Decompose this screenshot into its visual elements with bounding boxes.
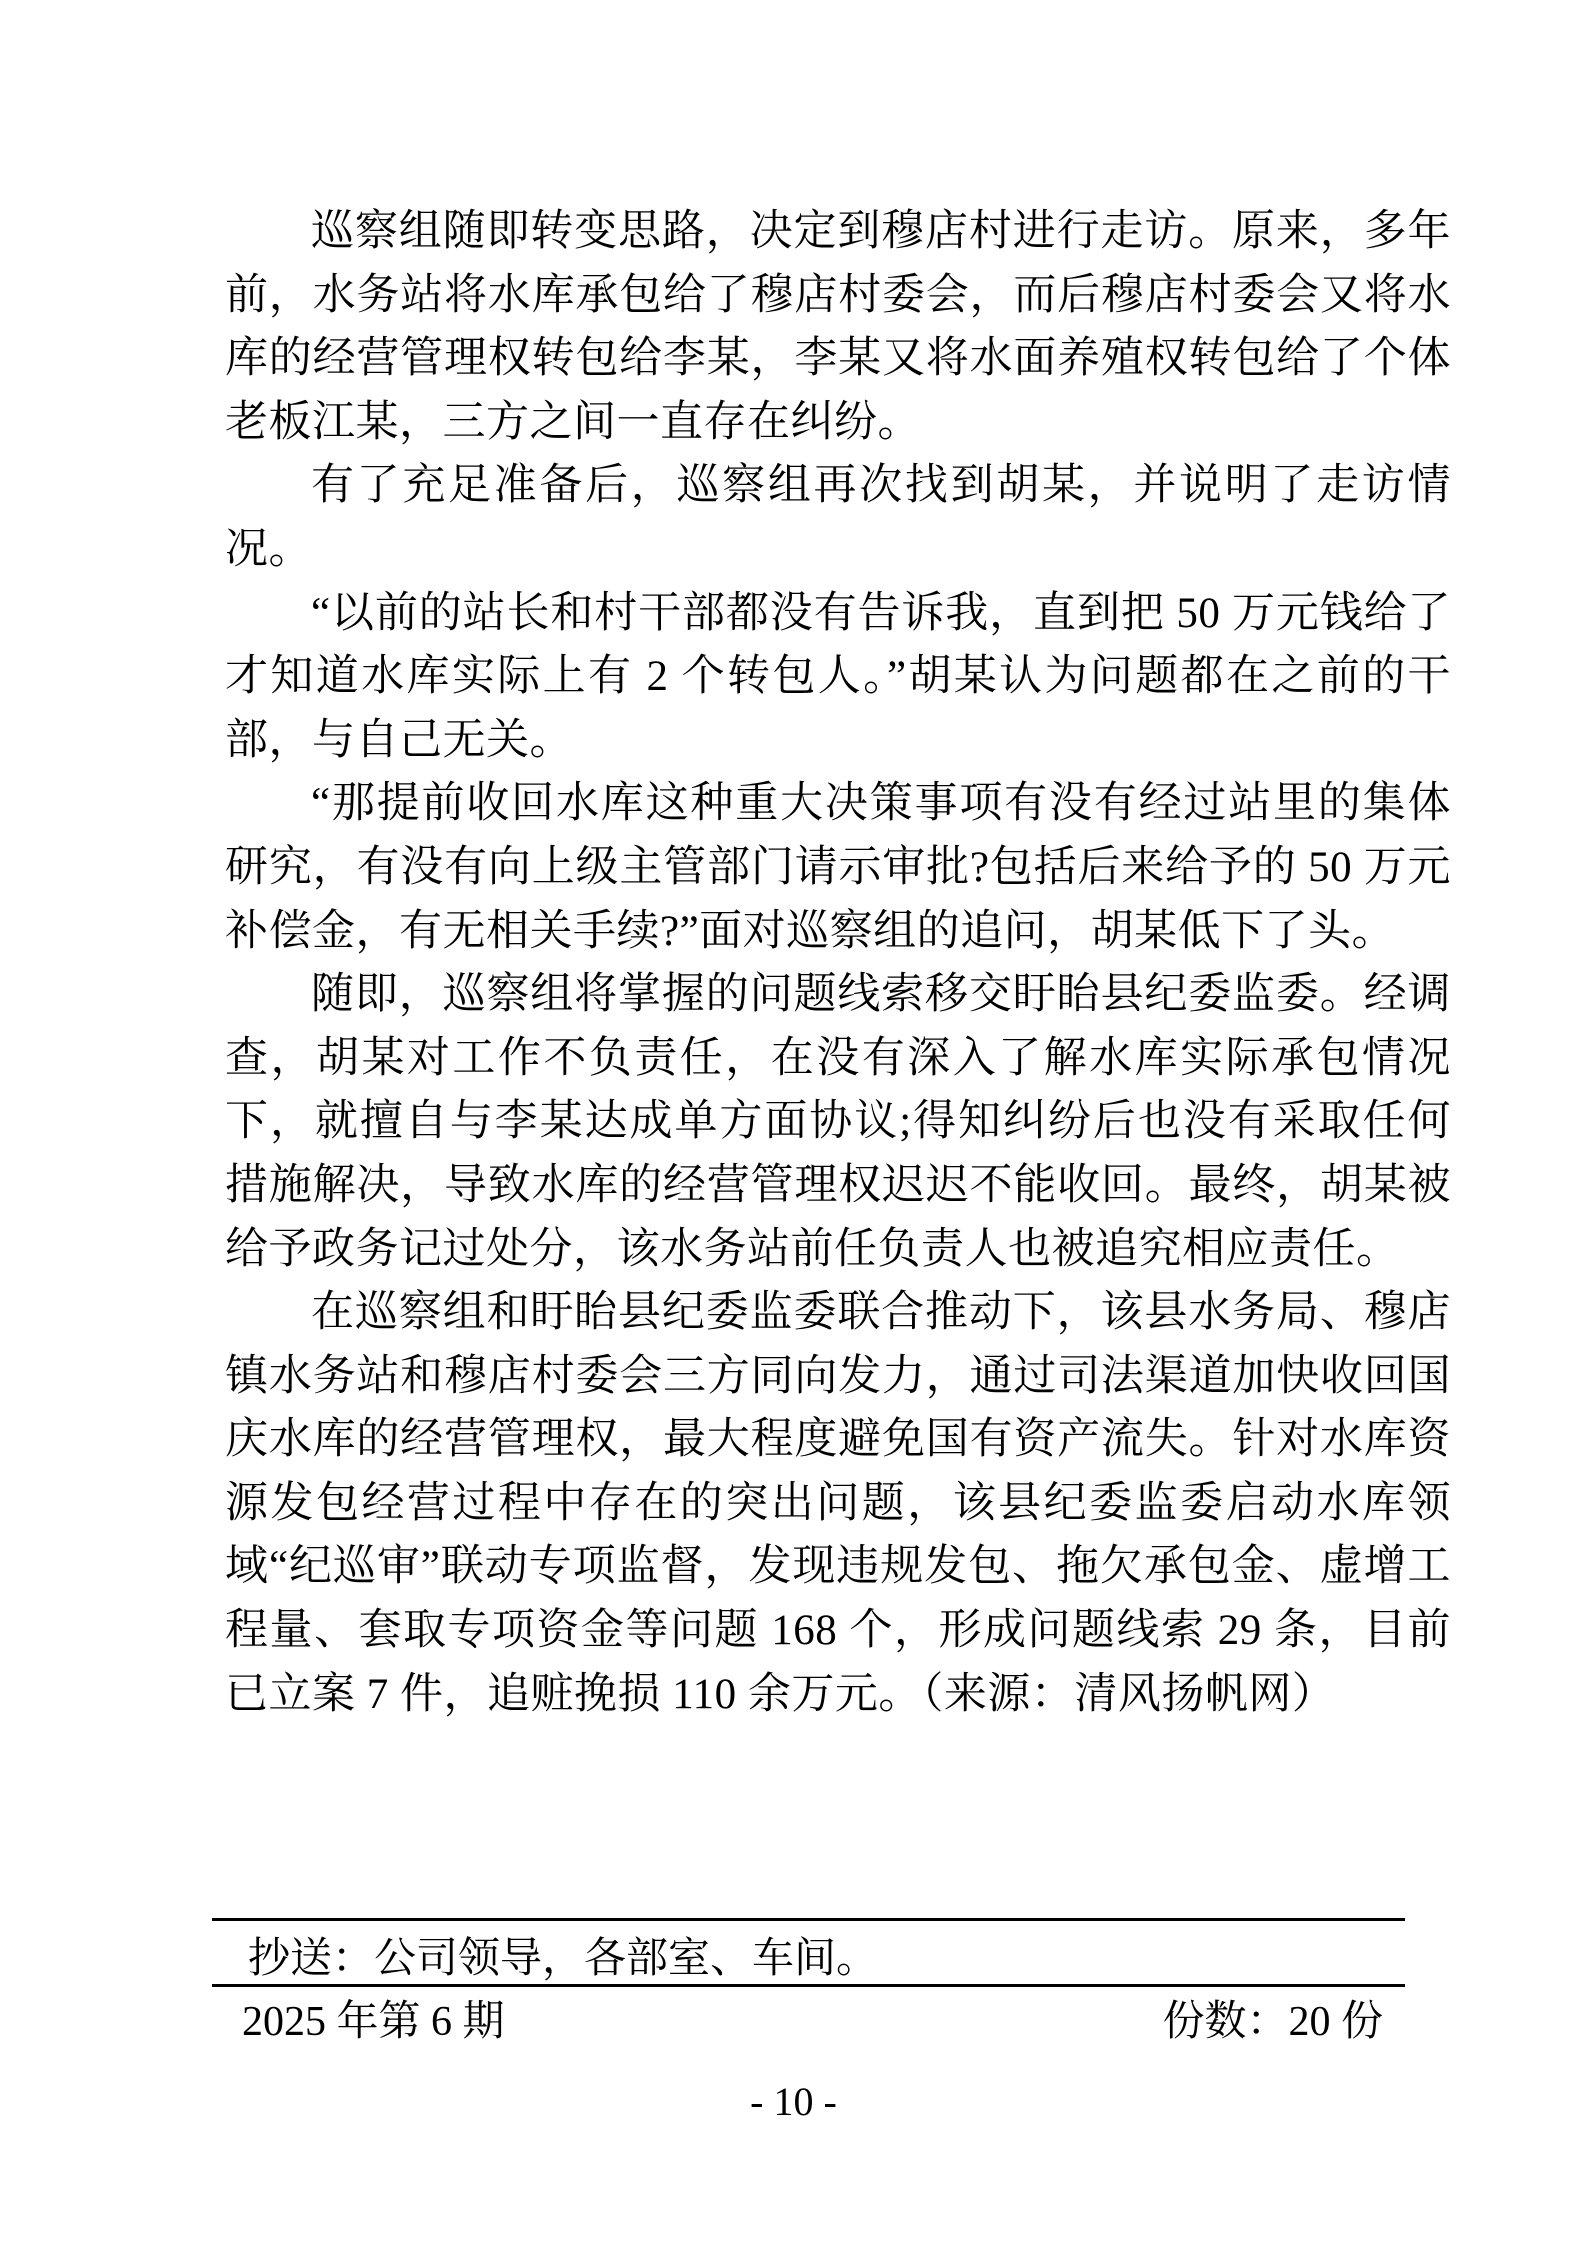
cc-recipients-line: 抄送：公司领导，各部室、车间。: [248, 1936, 879, 1982]
article-paragraph: “那提前收回水库这种重大决策事项有没有经过站里的集体研究，有没有向上级主管部门请示审批?包括后来给予的 50 万元补偿金，有无相关手续?”面对巡察组的追问，胡某低下了头。: [225, 780, 1451, 955]
copies-count: 份数：20 份: [1162, 1999, 1383, 2045]
issue-info-row: [212, 1998, 1405, 2046]
article-paragraph: 在巡察组和盱眙县纪委监委联合推动下，该县水务局、穆店镇水务站和穆店村委会三方同向发力，通过司法渠道加快收回国庆水库的经营管理权，最大程度避免国有资产流失。针对水库资源发包经营过程中存在的突出问题，该县纪委监委启动水库领域“纪巡审”联动专项监督，发现违规发包、拖欠承包金、虚增工程量、套取专项资金等问题 168 个，形成问题线索 29 条，目前已立案 7 件，追赃挽损 110 余万元。（来源：清风扬帆网）: [225, 1289, 1451, 1718]
article-paragraph: 有了充足准备后，巡察组再次找到胡某，并说明了走访情况。: [225, 462, 1451, 573]
article-paragraph: “以前的站长和村干部都没有告诉我，直到把 50 万元钱给了才知道水库实际上有 2 个转包人。”胡某认为问题都在之前的干部，与自己无关。: [225, 589, 1451, 764]
footer-divider-bottom: [212, 1984, 1405, 1987]
article-body: [225, 200, 1451, 1726]
issue-number: 2025 年第 6 期: [242, 1999, 505, 2045]
footer-divider-top: [212, 1918, 1405, 1921]
article-paragraph: 随即，巡察组将掌握的问题线索移交盱眙县纪委监委。经调查，胡某对工作不负责任，在没有深入了解水库实际承包情况下，就擅自与李某达成单方面协议;得知纠纷后也没有采取任何措施解决，导致水库的经营管理权迟迟不能收回。最终，胡某被给予政务记过处分，该水务站前任负责人也被追究相应责任。: [225, 971, 1451, 1273]
page-number: - 10 -: [750, 2079, 837, 2124]
article-paragraph: 巡察组随即转变思路，决定到穆店村进行走访。原来，多年前，水务站将水库承包给了穆店村委会，而后穆店村委会又将水库的经营管理权转包给李某，李某又将水面养殖权转包给了个体老板江某，三方之间一直存在纠纷。: [225, 208, 1451, 446]
